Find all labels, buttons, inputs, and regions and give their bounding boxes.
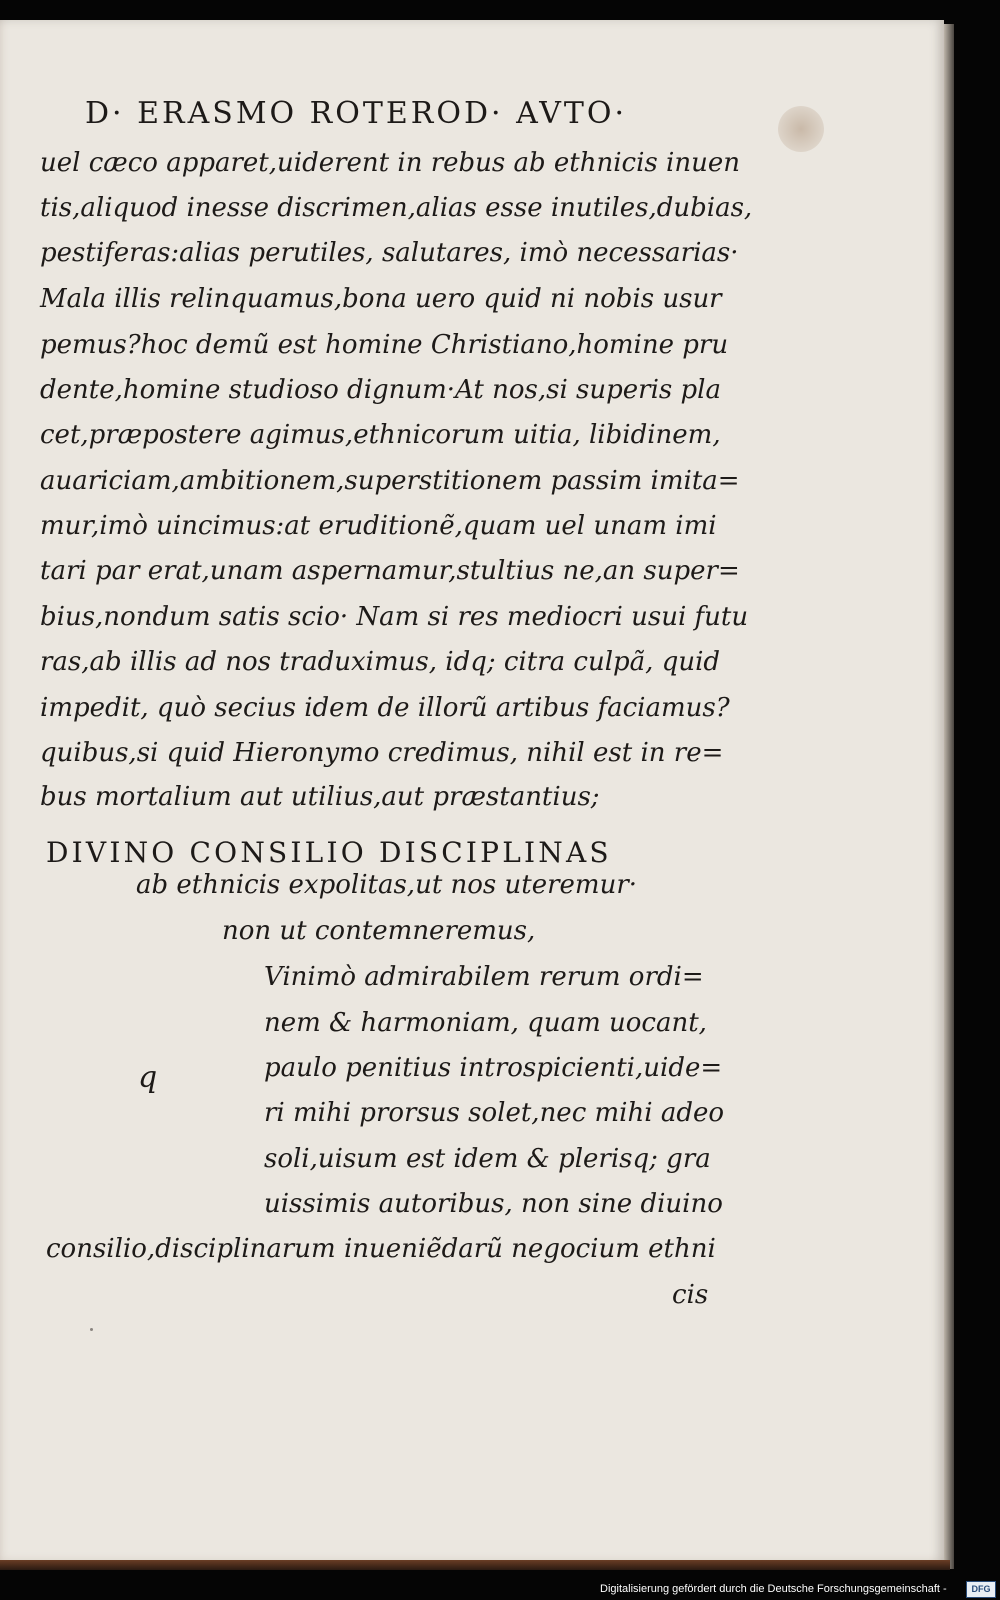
page-edge [944, 24, 954, 1569]
body-line: pemus?hoc demũ est homine Christiano,homine pru [40, 330, 729, 360]
signature-mark: q [138, 1060, 158, 1095]
indented-line: soli,uisum est idem & plerisq; gra [264, 1144, 711, 1174]
body-line: bius,nondum satis scio· Nam si res mediocri usui futu [40, 602, 749, 632]
body-line: pestiferas:alias perutiles, salutares, imò necessarias· [40, 238, 739, 268]
body-line: mur,imò uincimus:at eruditionẽ,quam uel unam imi [40, 511, 717, 541]
body-line: uel cæco apparet,uiderent in rebus ab ethnicis inuen [40, 148, 740, 178]
running-head: D· ERASMO ROTEROD· AVTO· [85, 96, 628, 131]
body-line: ras,ab illis ad nos traduximus, idq; citra culpã, quid [40, 647, 721, 677]
body-line: bus mortalium aut utilius,aut præstantius; [40, 782, 600, 812]
indented-line: nem & harmoniam, quam uocant, [264, 1008, 707, 1038]
body-line: auariciam,ambitionem,superstitionem passim imita= [40, 466, 740, 496]
paper-stain [778, 106, 824, 152]
body-line: dente,homine studioso dignum·At nos,si superis pla [40, 375, 721, 405]
paper-speck [90, 1328, 93, 1331]
book-page [0, 20, 944, 1570]
catchword: cis [672, 1280, 709, 1310]
indented-line: ri mihi prorsus solet,nec mihi adeo [264, 1098, 725, 1128]
body-line: tis,aliquod inesse discrimen,alias esse inutiles,dubias, [40, 193, 753, 223]
heading-sub-line: non ut contemneremus, [222, 916, 536, 946]
heading-sub-line: ab ethnicis expolitas,ut nos uteremur· [136, 870, 638, 900]
indented-line: paulo penitius introspicienti,uide= [264, 1053, 723, 1083]
dfg-logo: DFG [966, 1581, 996, 1598]
digitization-credit: Digitalisierung gefördert durch die Deutsche Forschungsgemeinschaft - [600, 1583, 947, 1595]
page-bottom-edge [0, 1560, 950, 1570]
body-line: tari par erat,unam aspernamur,stultius ne,an super= [40, 556, 740, 586]
body-line: impedit, quò secius idem de illorũ artibus faciamus? [40, 693, 730, 723]
section-heading: DIVINO CONSILIO DISCIPLINAS [46, 836, 612, 869]
indented-line: Vinimò admirabilem rerum ordi= [264, 962, 704, 992]
body-line: consilio,disciplinarum inueniẽdarũ negocium ethni [46, 1234, 716, 1264]
indented-line: uissimis autoribus, non sine diuino [264, 1189, 723, 1219]
body-line: quibus,si quid Hieronymo credimus, nihil est in re= [40, 738, 724, 768]
body-line: Mala illis relinquamus,bona uero quid ni nobis usur [40, 284, 722, 314]
body-line: cet,præpostere agimus,ethnicorum uitia, libidinem, [40, 420, 721, 450]
